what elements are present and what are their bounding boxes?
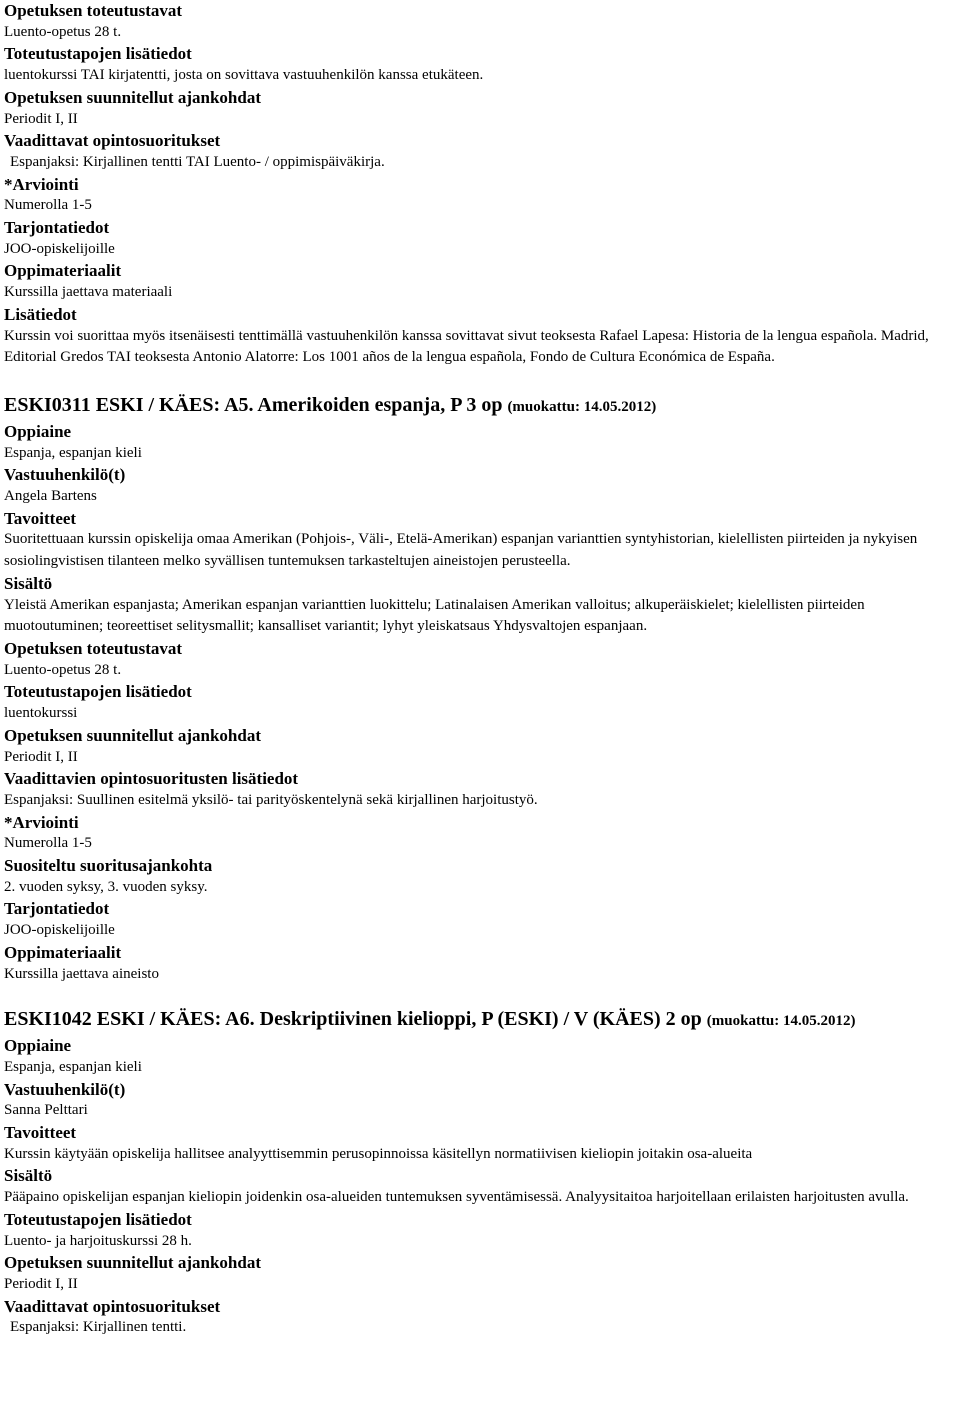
field-value: JOO-opiskelijoille (4, 240, 115, 257)
field-value: 2. vuoden syksy, 3. vuoden syksy. (4, 878, 208, 895)
course-title-text: ESKI0311 ESKI / KÄES: A5. Amerikoiden espanja, P 3 op (4, 393, 503, 416)
field-label: *Arviointi (4, 174, 79, 194)
field-value: Periodit I, II (4, 1275, 78, 1292)
field-label: Opetuksen suunnitellut ajankohdat (4, 725, 261, 745)
field-value: Pääpaino opiskelijan espanjan kieliopin joidenkin osa-alueiden tuntemuksen syventämisessä. Analyysitaitoa harjoitellaan erilaisten harjoitusten avulla. (4, 1189, 909, 1206)
field-value: Luento-opetus 28 t. (4, 661, 122, 678)
field-label: Oppiaine (4, 1036, 72, 1056)
field-label: Toteutustapojen lisätiedot (4, 1209, 192, 1229)
field-value: Espanjaksi: Kirjallinen tentti. (10, 1319, 187, 1336)
field-label: Opetuksen toteutustavat (4, 1, 183, 20)
field-value: Luento-opetus 28 t. (4, 23, 122, 40)
field-value: Kurssin käytyään opiskelija hallitsee analyyttisemmin perusopinnoissa käsitellyn normatiivisen kieliopin joitakin osa-alueita (4, 1145, 753, 1162)
field-label: Vaadittavien opintosuoritusten lisätiedot (4, 769, 299, 789)
field-value: Yleistä Amerikan espanjasta; Amerikan espanjan varianttien luokittelu; Latinalaisen Amerikan valloitus; alkuperäiskielet; kielellisten piirteiden muotoutuminen; teoreettiset selitysmallit; kansalliset variantit; lyhyt yleiskatsaus Yhdysvaltojen espanjaan. (4, 596, 865, 635)
field-value: Angela Bartens (4, 488, 97, 505)
section-course-eski0311 (4, 421, 956, 985)
course-modified-date: (muokattu: 14.05.2012) (706, 1013, 856, 1030)
field-label: Oppimateriaalit (4, 261, 122, 281)
field-label: Suositeltu suoritusajankohta (4, 856, 213, 876)
field-label: Opetuksen toteutustavat (4, 638, 183, 658)
field-value: Suoritettuaan kurssin opiskelija omaa Amerikan (Pohjois-, Väli-, Etelä-Amerikan) espanjan varianttien syntyhistorian, kielellisten piirteiden ja nykyisen sosiolingvistisen tilanteen melko syvällisen tuntemuksen tarkasteltujen aineistojen perusteella. (4, 531, 918, 570)
field-value: Periodit I, II (4, 748, 78, 765)
field-value: Kurssin voi suorittaa myös itsenäisesti tenttimällä vastuuhenkilön kanssa sovittavat sivut teoksesta Rafael Lapesa: Historia de la lengua española. Madrid, Editorial Gredos TAI teoksesta Antonio Alatorre: Los 1001 años de la lengua española, Fondo de Cultura Económica de España. (4, 327, 929, 366)
field-value: Kurssilla jaettava materiaali (4, 284, 173, 301)
field-value: luentokurssi (4, 705, 78, 722)
field-label: *Arviointi (4, 812, 79, 832)
field-value: Numerolla 1-5 (4, 835, 92, 852)
field-label: Tavoitteet (4, 1123, 77, 1143)
field-label: Vastuuhenkilö(t) (4, 465, 126, 485)
field-label: Lisätiedot (4, 304, 77, 324)
course-title-eski0311 (4, 393, 956, 419)
field-label: Tavoitteet (4, 508, 77, 528)
field-label: Tarjontatiedot (4, 899, 110, 919)
field-label: Oppimateriaalit (4, 942, 122, 962)
field-value: Sanna Pelttari (4, 1102, 88, 1119)
course-title-eski1042 (4, 1007, 956, 1033)
field-value: Espanjaksi: Kirjallinen tentti TAI Luento- / oppimispäiväkirja. (10, 153, 385, 170)
field-value: Espanjaksi: Suullinen esitelmä yksilö- tai parityöskentelynä sekä kirjallinen harjoitustyö. (4, 791, 538, 808)
field-value: JOO-opiskelijoille (4, 922, 115, 939)
field-value: Espanja, espanjan kieli (4, 1058, 142, 1075)
field-value: Luento- ja harjoituskurssi 28 h. (4, 1232, 192, 1249)
section-previous-course (4, 0, 956, 369)
course-modified-date: (muokattu: 14.05.2012) (507, 398, 657, 415)
field-label: Tarjontatiedot (4, 218, 110, 238)
field-label: Sisältö (4, 1166, 53, 1186)
field-label: Vaadittavat opintosuoritukset (4, 1296, 221, 1316)
field-label: Vastuuhenkilö(t) (4, 1079, 126, 1099)
field-label: Sisältö (4, 573, 53, 593)
field-label: Opetuksen suunnitellut ajankohdat (4, 87, 261, 107)
field-value: Kurssilla jaettava aineisto (4, 965, 159, 982)
field-value: Periodit I, II (4, 110, 78, 127)
course-title-text: ESKI1042 ESKI / KÄES: A6. Deskriptiivinen kielioppi, P (ESKI) / V (KÄES) 2 op (4, 1008, 702, 1031)
section-course-eski1042 (4, 1035, 956, 1339)
field-value: Numerolla 1-5 (4, 197, 92, 214)
field-label: Toteutustapojen lisätiedot (4, 44, 192, 64)
field-value: luentokurssi TAI kirjatentti, josta on sovittava vastuuhenkilön kanssa etukäteen. (4, 67, 484, 84)
field-label: Oppiaine (4, 421, 72, 441)
field-label: Toteutustapojen lisätiedot (4, 682, 192, 702)
field-label: Vaadittavat opintosuoritukset (4, 131, 221, 151)
field-label: Opetuksen suunnitellut ajankohdat (4, 1253, 261, 1273)
field-value: Espanja, espanjan kieli (4, 444, 142, 461)
